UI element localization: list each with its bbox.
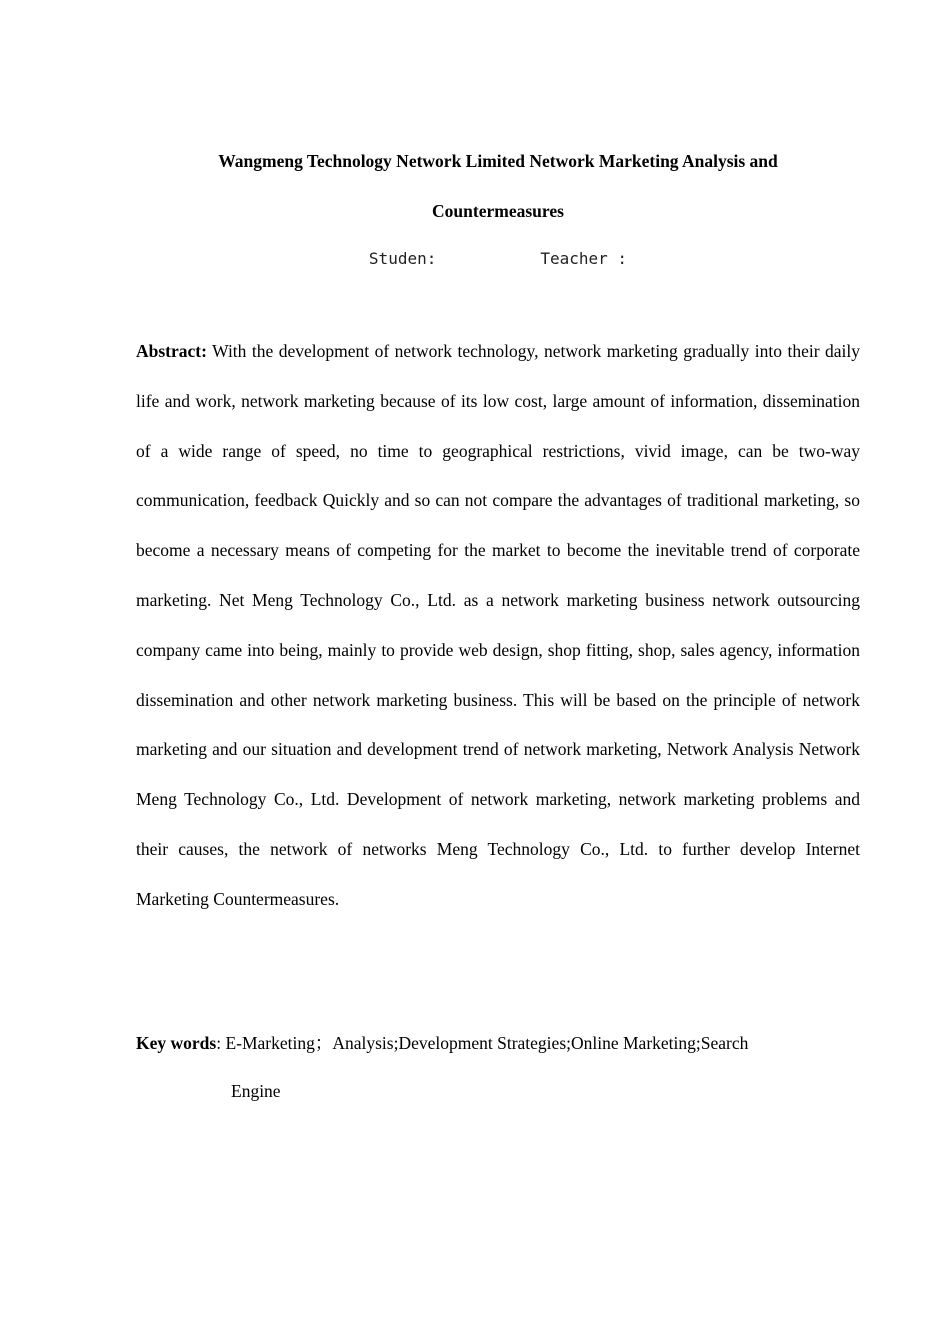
author-line: [136, 248, 860, 270]
teacher-label: Teacher :: [540, 249, 628, 268]
keywords-label: Key words: [136, 1033, 217, 1053]
keywords-line-2: Engine: [231, 1081, 281, 1101]
title-line-2: Countermeasures: [432, 201, 564, 221]
abstract-paragraph: [136, 327, 860, 925]
title-line-1: Wangmeng Technology Network Limited Network Marketing Analysis and: [218, 151, 778, 171]
abstract-label: Abstract:: [136, 341, 207, 361]
student-label: Studen:: [368, 249, 437, 268]
keywords-paragraph: [136, 1019, 860, 1115]
abstract-text: With the development of network technology, network marketing gradually into their daily life and work, network marketing because of its low cost, large amount of information, dissemination of a wide range of speed, no time to geographical restrictions, vivid image, can be two-way communication, feedback Quickly and so can not compare the advantages of traditional marketing, so become a necessary means of competing for the market to become the inevitable trend of corporate marketing. Net Meng Technology Co., Ltd. as a network marketing business network outsourcing company came into being, mainly to provide web design, shop fitting, shop, sales agency, information dissemination and other network marketing business. This will be based on the principle of network marketing and our situation and development trend of network marketing, Network Analysis Network Meng Technology Co., Ltd. Development of network marketing, network marketing problems and their causes, the network of networks Meng Technology Co., Ltd. to further develop Internet Marketing Countermeasures.: [136, 341, 860, 909]
keywords-line-1: : E-Marketing；Analysis;Development Strategies;Online Marketing;Search: [216, 1033, 749, 1053]
